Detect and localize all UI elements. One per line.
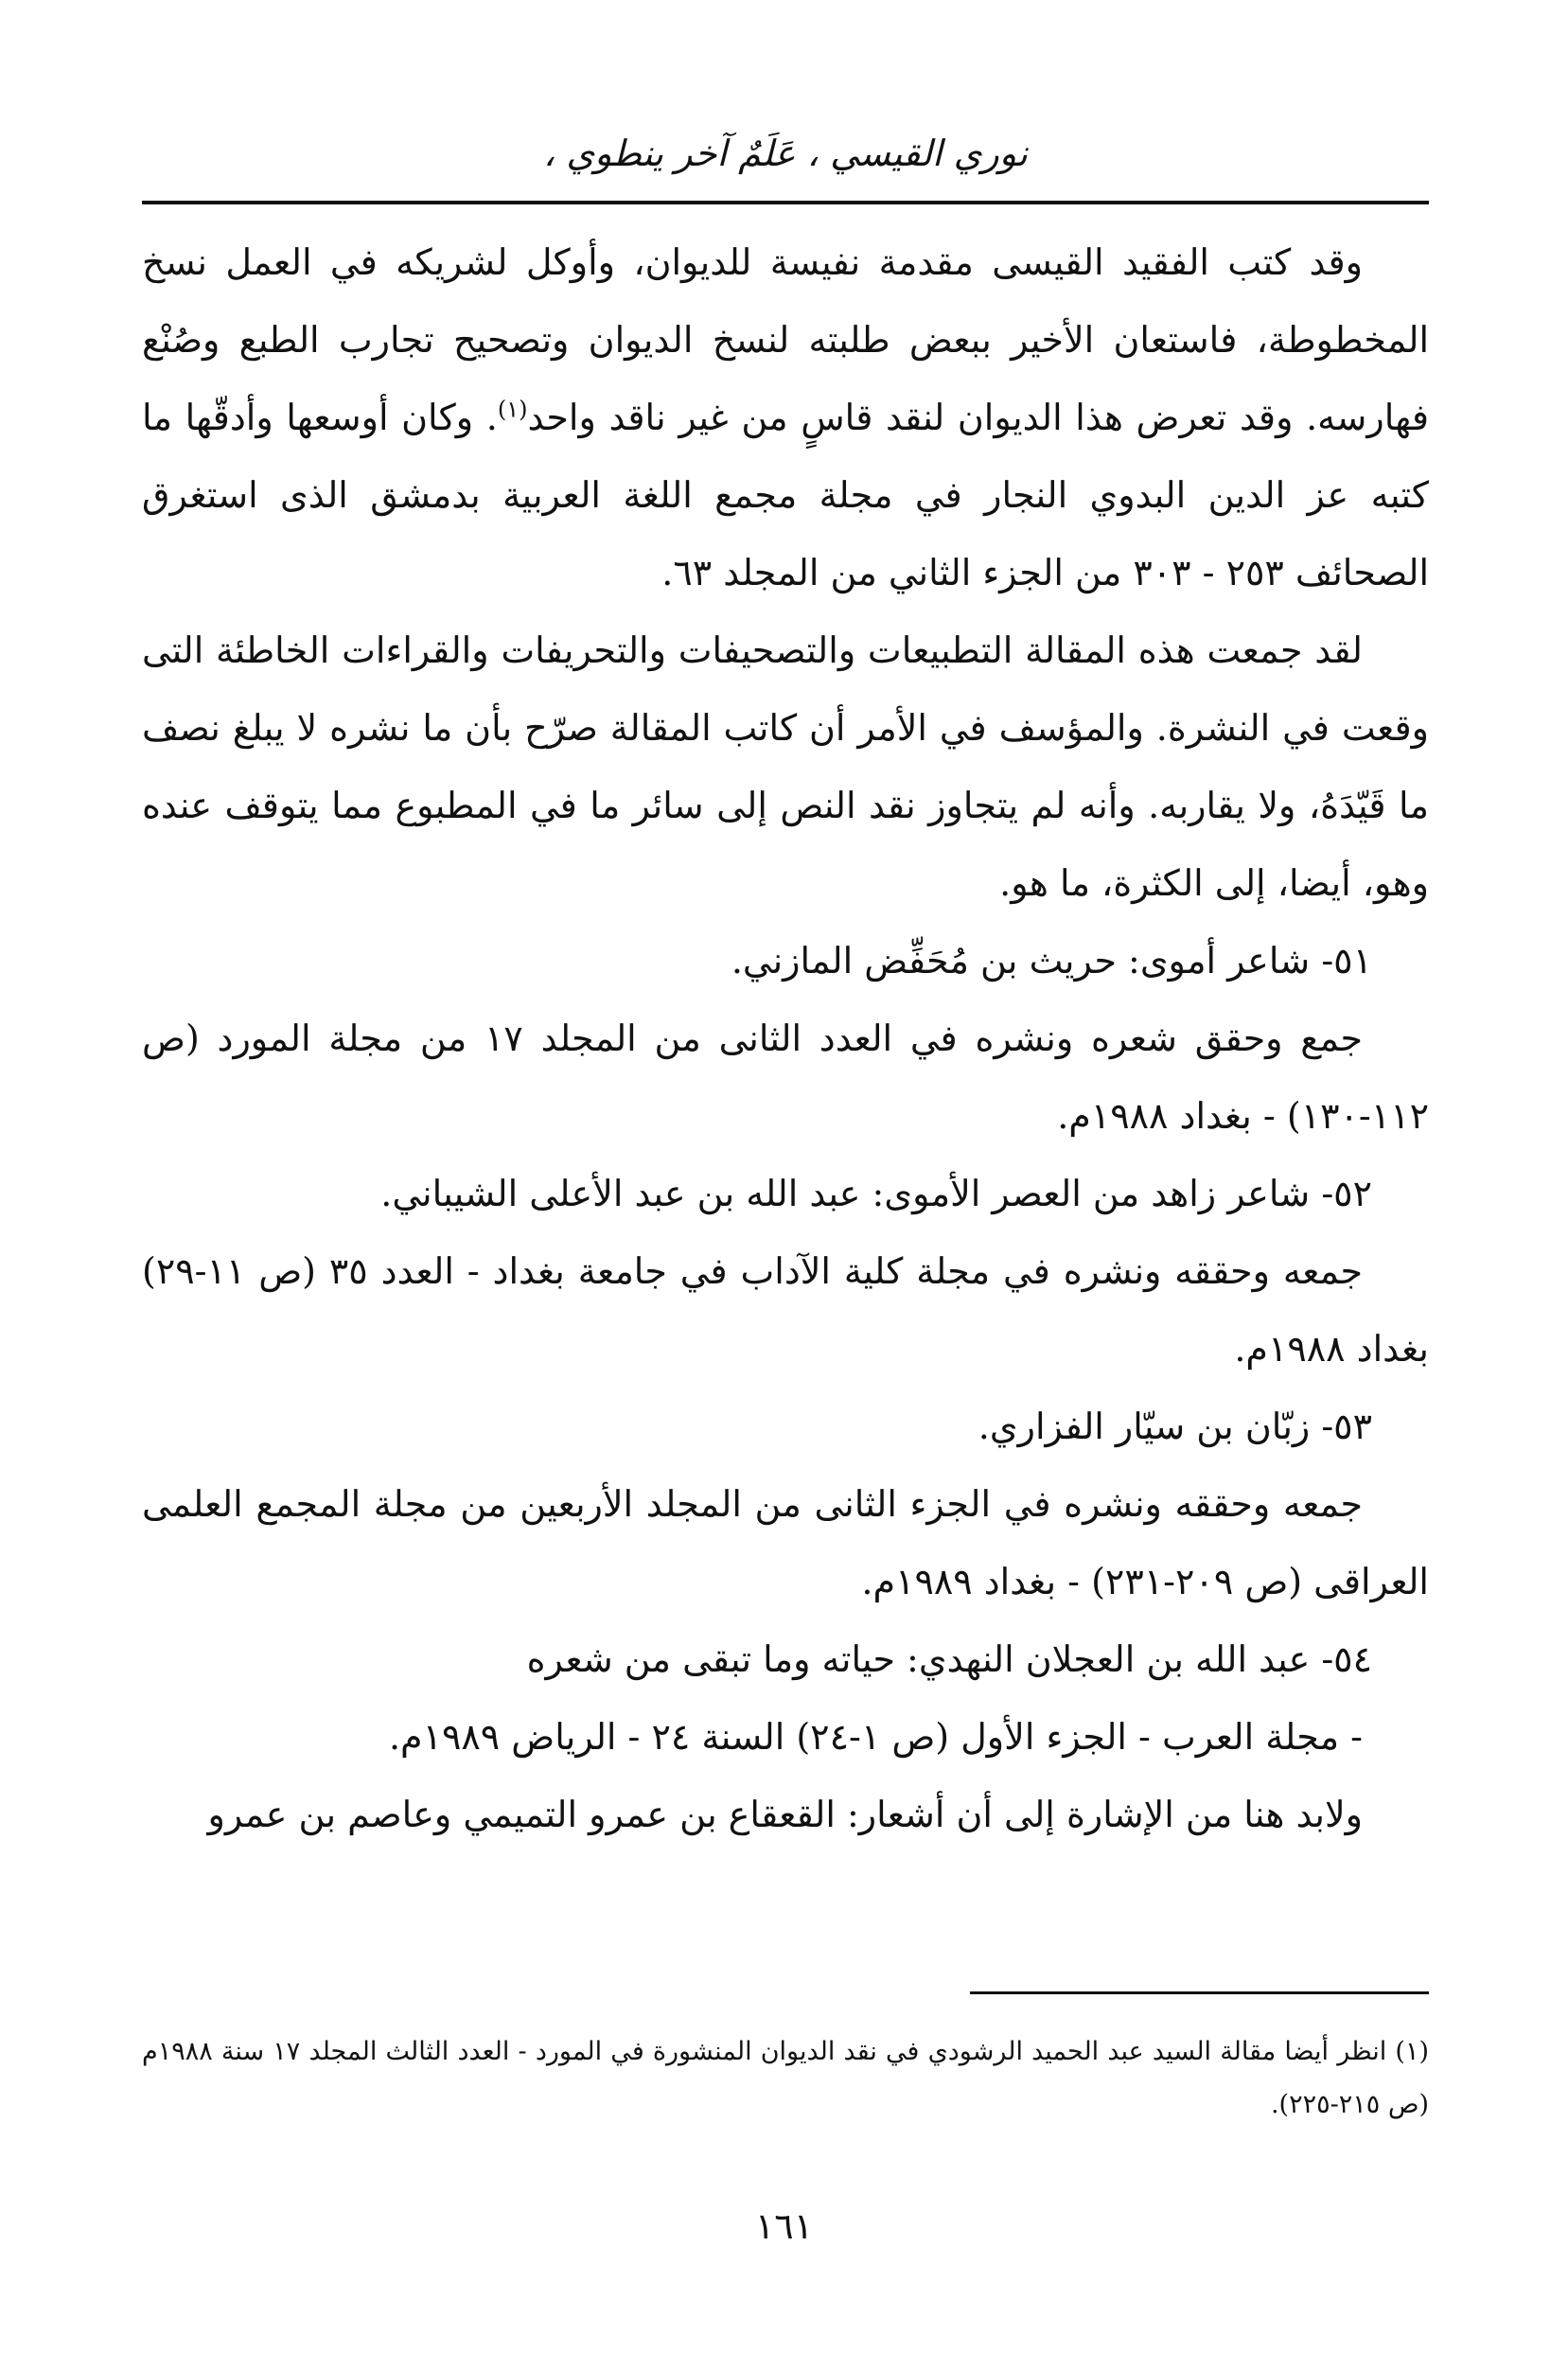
item-54-title: ٥٤- عبد الله بن العجلان النهدي: حياته وما تبقى من شعره	[526, 1638, 1372, 1680]
paragraph-intro-continuation: . وكان أوسعها وأدقّها ما كتبه عز الدين البدوي النجار في مجلة مجمع اللغة العربية بدمشق الذى استغرق الصحائف ٢٥٣ - ٣٠٣ من الجزء الثاني من المجلد ٦٣.	[142, 397, 1429, 593]
paragraph-intro	[142, 223, 1429, 611]
paragraph-intro-text: وقد كتب الفقيد القيسى مقدمة نفيسة للديوان، وأوكل لشريكه في العمل نسخ المخطوطة، فاستعان الأخير ببعض طلبته لنسخ الديوان وتصحيح تجارب الطبع وصُنْع فهارسه. وقد تعرض هذا الديوان لنقد قاسٍ من غير ناقد واحد	[142, 241, 1429, 438]
footnote: (١) انظر أيضا مقالة السيد عبد الحميد الرشودي في نقد الديوان المنشورة في المورد - العدد الثالث المجلد ١٧ سنة ١٩٨٨م (ص ٢١٥-٢٢٥).	[142, 2037, 1429, 2119]
page-number: ١٦١	[754, 2205, 814, 2247]
item-53-description: جمعه وحققه ونشره في الجزء الثانى من المجلد الأربعين من مجلة المجمع العلمى العراقى (ص ٢٠٩-٢٣١) - بغداد ١٩٨٩م.	[142, 1483, 1429, 1602]
item-54-description: - مجلة العرب - الجزء الأول (ص ١-٢٤) السنة ٢٤ - الرياض ١٩٨٩م.	[388, 1716, 1363, 1758]
running-header: نوري القيسي ، عَلَمٌ آخر ينطوي ،	[543, 133, 1028, 174]
item-52-title: ٥٢- شاعر زاهد من العصر الأموى: عبد الله بن عبد الأعلى الشيباني.	[380, 1173, 1372, 1214]
item-51-description: جمع وحقق شعره ونشره في العدد الثانى من المجلد ١٧ من مجلة المورد (ص ١١٢-١٣٠) - بغداد ١٩٨٨م.	[142, 1017, 1429, 1137]
footnote-rule	[970, 1991, 1429, 1994]
paragraph-critique: لقد جمعت هذه المقالة التطبيعات والتصحيفات والتحريفات والقراءات الخاطئة التى وقعت في النشرة. والمؤسف في الأمر أن كاتب المقالة صرّح بأن ما نشره لا يبلغ نصف ما قَيّدَهُ، ولا يقاربه. وأنه لم يتجاوز نقد النص إلى سائر ما في المطبوع مما يتوقف عنده وهو، أيضا، إلى الكثرة، ما هو.	[142, 629, 1429, 904]
header-rule	[142, 201, 1429, 204]
item-51-title: ٥١- شاعر أموى: حريث بن مُحَفِّض المازني.	[731, 940, 1372, 982]
paragraph-closing: ولابد هنا من الإشارة إلى أن أشعار: القعقاع بن عمرو التميمي وعاصم بن عمرو	[207, 1794, 1363, 1835]
item-52-description: جمعه وحققه ونشره في مجلة كلية الآداب في جامعة بغداد - العدد ٣٥ (ص ١١-٢٩) بغداد ١٩٨٨م.	[142, 1250, 1429, 1370]
body-text	[142, 223, 1429, 1853]
item-53-title: ٥٣- زبّان بن سيّار الفزاري.	[978, 1406, 1372, 1447]
footnote-reference[interactable]: (١)	[497, 396, 528, 423]
